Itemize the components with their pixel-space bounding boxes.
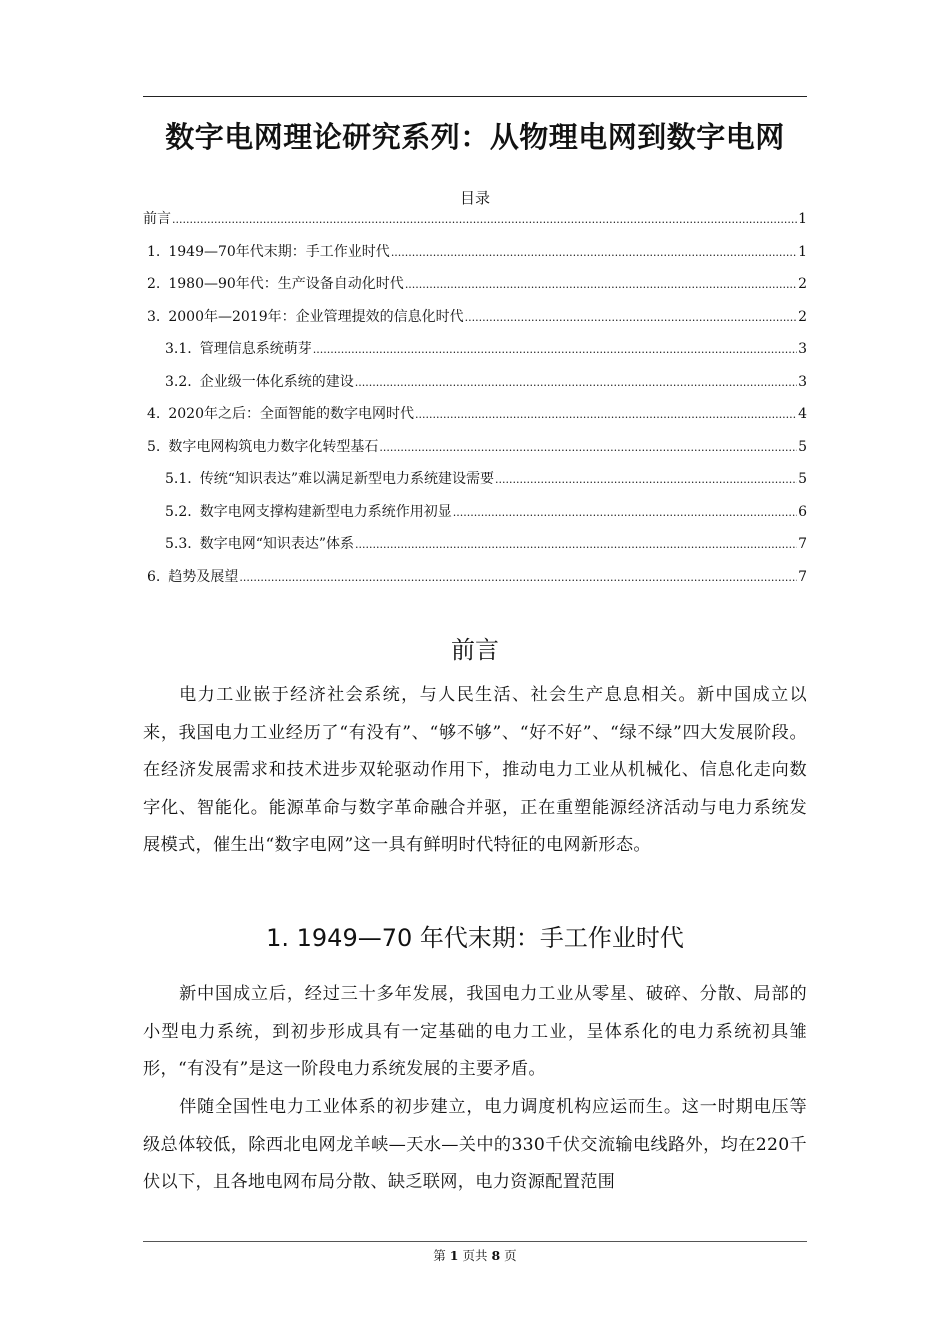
table-of-contents [143, 203, 807, 593]
toc-entry-page: 4 [798, 406, 807, 422]
toc-entry-number: 5.1. [165, 471, 192, 487]
toc-entry-page: 7 [798, 568, 807, 585]
preface-paragraph: 电力工业嵌于经济社会系统，与人民生活、社会生产息息相关。新中国成立以来，我国电力工业经历了“有没有”、“够不够”、“好不好”、“绿不绿”四大发展阶段。在经济发展需求和技术进步双轮驱动作用下，推动电力工业从机械化、信息化走向数字化、智能化。能源革命与数字革命融合并驱，正在重塑能源经济活动与电力系统发展模式，催生出“数字电网”这一具有鲜明时代特征的电网新形态。 [143, 685, 807, 855]
toc-entry-page: 5 [798, 438, 807, 455]
section-1-paragraph-1: 新中国成立后，经过三十多年发展，我国电力工业从零星、破碎、分散、局部的小型电力系统，到初步形成具有一定基础的电力工业，呈体系化的电力系统初具雏形，“有没有”是这一阶段电力系统发展的主要矛盾。 [143, 984, 807, 1079]
toc-entry-text: 管理信息系统萌芽 [199, 341, 312, 357]
footer-middle: 页共 [462, 1248, 488, 1263]
toc-leader-dots [379, 432, 797, 465]
footer-rule [143, 1241, 807, 1242]
toc-entry[interactable] [143, 496, 807, 529]
section-1-heading: 1. 1949—70 年代末期：手工作业时代 [266, 924, 684, 952]
toc-entry-page: 5 [798, 471, 807, 487]
toc-entry-number: 5.3. [165, 536, 192, 552]
toc-entry-text: 趋势及展望 [168, 568, 239, 585]
toc-entry-text: 数字电网支撑构建新型电力系统作用初显 [199, 503, 452, 520]
toc-entry[interactable] [143, 203, 807, 236]
toc-entry-text: 2000年—2019年：企业管理提效的信息化时代 [168, 308, 464, 325]
toc-leader-dots [172, 204, 797, 237]
preface-heading: 前言 [451, 636, 499, 664]
toc-entry-text: 企业级一体化系统的建设 [199, 373, 354, 390]
toc-entry-page: 6 [798, 503, 807, 520]
toc-entry[interactable] [143, 333, 807, 366]
toc-entry-number: 3. [147, 308, 161, 325]
toc-entry-number: 3.2. [165, 373, 192, 390]
toc-entry-number: 4. [147, 406, 161, 422]
section-1-paragraph-2: 伴随全国性电力工业体系的初步建立，电力调度机构应运而生。这一时期电压等级总体较低，除西北电网龙羊峡—天水—关中的330千伏交流输电线路外，均在220千伏以下，且各地电网布局分散、缺乏联网，电力资源配置范围 [143, 1097, 807, 1192]
toc-entry[interactable] [143, 528, 807, 561]
toc-entry-text: 数字电网构筑电力数字化转型基石 [168, 438, 379, 455]
toc-entry-text: 1949—70年代末期：手工作业时代 [168, 243, 390, 260]
toc-leader-dots [355, 367, 797, 400]
toc-entry-page: 2 [798, 276, 807, 292]
toc-leader-dots [355, 529, 797, 562]
toc-leader-dots [313, 334, 797, 367]
header-rule [143, 96, 807, 97]
page-footer [143, 1246, 807, 1264]
toc-leader-dots [239, 562, 797, 595]
toc-entry-text: 数字电网“知识表达”体系 [199, 536, 355, 552]
footer-suffix: 页 [504, 1248, 517, 1263]
document-title: 数字电网理论研究系列：从物理电网到数字电网 [165, 120, 785, 154]
toc-leader-dots [465, 302, 797, 335]
toc-entry[interactable] [143, 268, 807, 301]
toc-leader-dots [495, 464, 797, 497]
toc-entry-number: 3.1. [165, 341, 192, 357]
toc-entry-number: 6. [147, 568, 161, 585]
toc-entry-text: 1980—90年代：生产设备自动化时代 [168, 276, 404, 292]
footer-prefix: 第 [433, 1248, 446, 1263]
toc-entry-page: 1 [798, 211, 807, 227]
toc-leader-dots [453, 497, 797, 530]
toc-entry[interactable] [143, 236, 807, 269]
toc-entry[interactable] [143, 561, 807, 594]
footer-page-number: 1 [449, 1248, 459, 1263]
toc-leader-dots [405, 269, 797, 302]
toc-entry-page: 3 [798, 341, 807, 357]
toc-entry[interactable] [143, 301, 807, 334]
toc-entry-text: 2020年之后：全面智能的数字电网时代 [168, 406, 414, 422]
toc-leader-dots [415, 399, 797, 432]
toc-entry-number: 5. [147, 438, 161, 455]
toc-entry[interactable] [143, 463, 807, 496]
toc-leader-dots [391, 237, 797, 270]
toc-entry-number: 5.2. [165, 503, 192, 520]
toc-entry-number: 2. [147, 276, 161, 292]
footer-total-pages: 8 [491, 1248, 501, 1263]
toc-entry-page: 2 [798, 308, 807, 325]
toc-entry[interactable] [143, 366, 807, 399]
toc-heading: 目录 [459, 189, 490, 207]
toc-entry-text: 前言 [143, 211, 171, 227]
toc-entry-page: 7 [798, 536, 807, 552]
toc-entry[interactable] [143, 398, 807, 431]
toc-entry-page: 1 [798, 243, 807, 260]
toc-entry-page: 3 [798, 373, 807, 390]
toc-entry-text: 传统“知识表达”难以满足新型电力系统建设需要 [199, 471, 495, 487]
toc-entry[interactable] [143, 431, 807, 464]
toc-entry-number: 1. [147, 243, 161, 260]
